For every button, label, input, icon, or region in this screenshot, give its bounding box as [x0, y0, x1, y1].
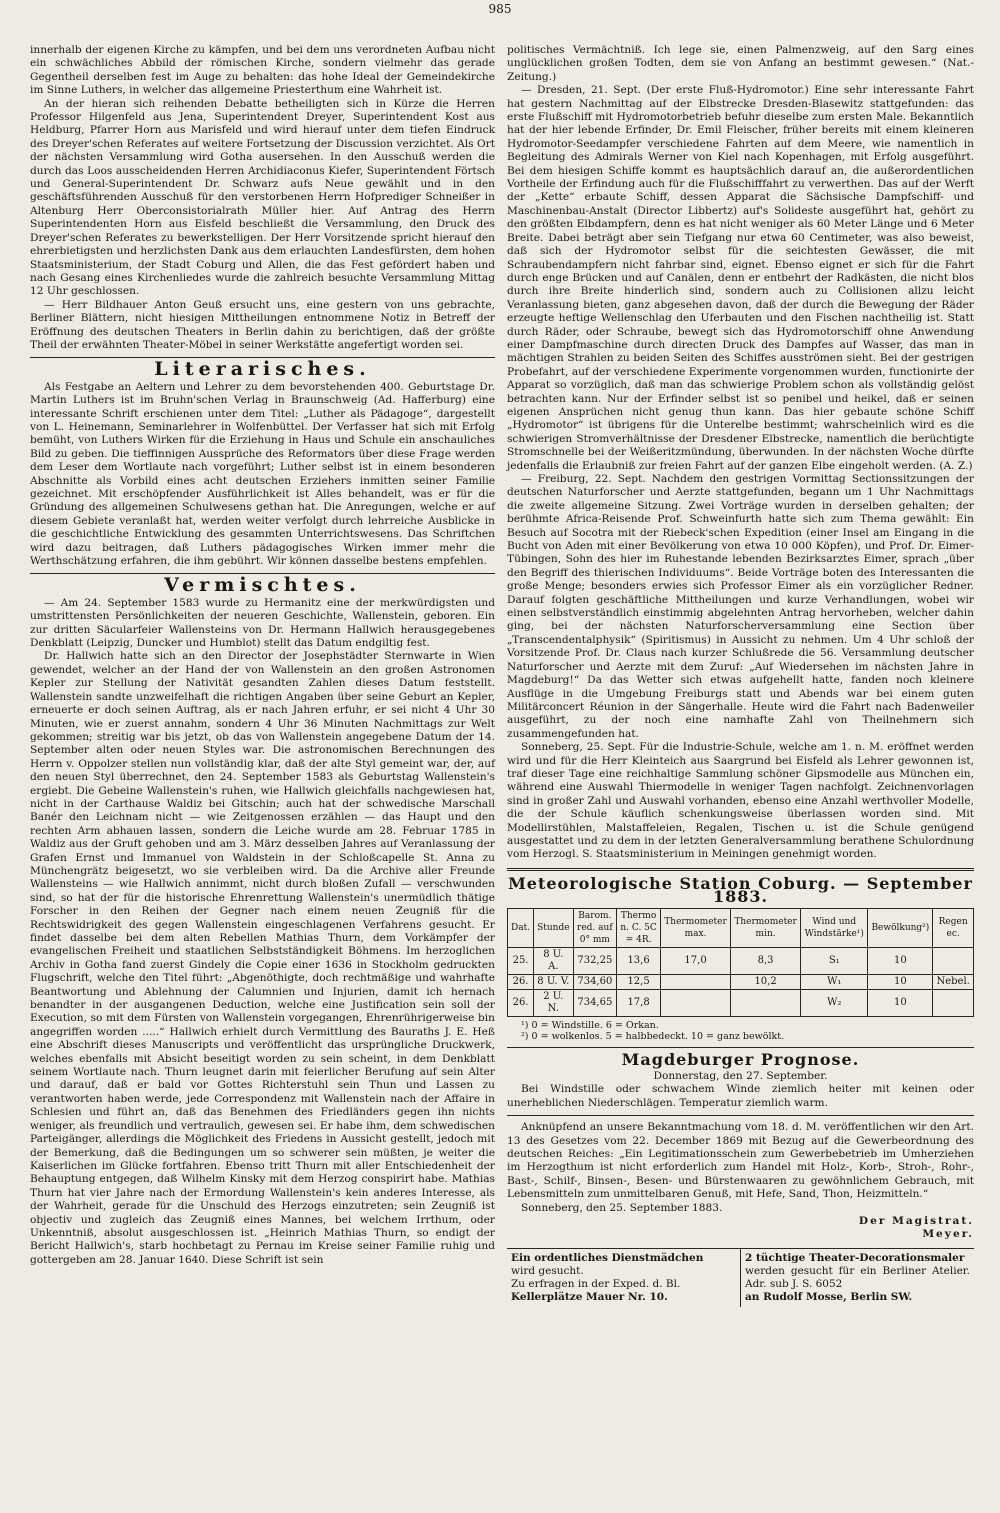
table-cell: 10: [868, 947, 933, 974]
table-cell: 734,60: [573, 974, 617, 989]
article-text: Sonneberg, 25. Sept. Für die Industrie-Schule, welche am 1. n. M. eröffnet werden wird und für die Herr Kleinteich aus Saargrund bei Eisfeld als Lehrer gewonnen ist, traf dieser Tage eine reichhaltige Sammlung schöner Gipsmodelle aus München ein, während eine Auswahl Thiermodelle in weniger Tagen nachfolgt. Zeichnenvorlagen sind in großer Zahl und Auswahl vorhanden, ebenso eine Anzahl werthvoller Modelle, die der Schule käuflich schenkungsweise überlassen worden sind. Mit Modellirstühlen, Malstaffeleien, Regalen, Tischen u. ist die Schule genügend ausgestattet und zu dem in der letzten Generalversammlung berathene Schulordnung vom Herzogl. S. Staatsministerium in Meiningen genehmigt worden.: [507, 741, 974, 861]
column-header: Wind und Windstärke¹): [801, 908, 868, 947]
article-text: — Dresden, 21. Sept. (Der erste Fluß-Hydromotor.) Eine sehr interessante Fahrt hat gestern Nachmittag auf der Elbstrecke Dresden-Blasewitz stattgefunden: das erste Flußschiff mit Hydromotorbetrieb befuhr dieselbe zum ersten Male. Bekanntlich hat der hier lebende Erfinder, Dr. Emil Fleischer, früher bereits mit einem kleineren Hydromotor-Seedampfer verschiedene Fahrten auf dem Meere, wie namentlich in Begleitung des Admirals Werner von Kiel nach Kopenhagen, mit Erfolg ausgeführt. Bei dem hiesigen Schiffe kommt es hauptsächlich darauf an, die außerordentlichen Vortheile der Erfindung auch für die Flußschifffahrt zu verwerthen. Das auf der Werft der „Kette“ erbaute Schiff, dessen Apparat die Sächsische Dampfschiff- und Maschinenbau-Anstalt (Director Libbertz) auf's Solideste ausgeführt hat, gehört zu den größten Elbdampfern, denn es hat nicht weniger als 60 Meter Länge und 6 Meter Breite. Dabei beträgt aber sein Tiefgang nur etwa 60 Centimeter, was also beweist, daß sich der Hydromotor selbst für die seichtesten Gewässer, die mit Schraubendampfern nicht fahrbar sind, eignet. Ebenso eignet er sich für die Fahrt durch enge Brücken und auf Canälen, denn er entbehrt der Radkästen, die nicht blos durch ihre Breite hinderlich sind, sondern auch zu Collisionen allzu leicht Veranlassung bieten, ganz abgesehen davon, daß der durch die Bewegung der Räder erzeugte heftige Wellenschlag den Uferbauten und den Fischen nachtheilig ist. Statt durch Räder, oder Schraube, bewegt sich das Hydromotorschiff ohne Anwendung einer Dampfmaschine durch directen Druck des Dampfes auf Wasser, das man in mächtigen Strahlen zu beiden Seiten des Schiffes ausströmen sieht. Bei der gestrigen Probefahrt, auf der verschiedene Experimente vorgenommen wurden, functionirte der Apparat so vorzüglich, daß man das schwierige Problem schon als vollständig gelöst betrachten kann. Nur der Erfinder selbst ist so penibel und heikel, daß er seinen eigenen Ansprüchen nicht genug thun kann. Das hier gebaute schöne Schiff „Hydromotor“ ist übrigens für die Unterelbe bestimmt; wahrscheinlich wird es die schwierigen Stromverhältnisse der Dresdener Elbstrecke, namentlich die berüchtigte Stromschnelle bei der Weißeritzmündung, überwunden. In der nächsten Woche dürfte jedenfalls die Erlaubniß zur freien Fahrt auf der ganzen Elbe eingeholt werden. (A. Z.): [507, 84, 974, 472]
table-cell: Nebel.: [933, 974, 974, 989]
ad-line: an Rudolf Mosse, Berlin SW.: [745, 1290, 913, 1303]
table-cell: 10,2: [731, 974, 801, 989]
divider: [507, 1115, 974, 1116]
column-header: Regen ec.: [933, 908, 974, 947]
table-cell: 13,6: [617, 947, 661, 974]
ad-dienstmaedchen: [507, 1249, 740, 1307]
ad-theater-maler: [740, 1249, 974, 1307]
table-cell: [731, 989, 801, 1016]
notice-name: Meyer.: [922, 1228, 974, 1241]
right-column: [507, 44, 974, 1307]
table-cell: 10: [868, 974, 933, 989]
table-header-row: [508, 908, 974, 947]
column-header: Thermo n. C. 5C = 4R.: [617, 908, 661, 947]
article-text: Als Festgabe an Aeltern und Lehrer zu dem bevorstehenden 400. Geburtstage Dr. Martin Luthers ist im Bruhn'schen Verlag in Braunschweig (Ad. Hafferburg) eine interessante Schrift erschienen unter dem Titel: „Luther als Pädagoge“, dargestellt von L. Heinemann, Seminarlehrer in Wolfenbüttel. Der Verfasser hat sich mit Erfolg bemüht, von Luthers Wirken für die Erziehung in Haus und Schule ein anschauliches Bild zu geben. Die tieffinnigen Aussprüche des Reformators über diese Frage werden dem Leser dem Wortlaute nach vorgeführt; Luther selbst ist in einem besonderen Abschnitte als Vorbild eines acht deutschen Erziehers inmitten seiner Familie gezeichnet. Mit erschöpfender Ausführlichkeit ist Alles behandelt, was er für die Gründung des allgemeinen Schulwesens gethan hat. Die Anregungen, welche er auf diesem Gebiete veranlaßt hat, werden weiter verfolgt durch lehrreiche Ausblicke in die geschichtliche Entwicklung des gesammten Unterrichtswesens. Das Schriftchen wird dazu beitragen, daß Luthers pädagogisches Wirken immer mehr die Werthschätzung erfahren, die ihm gebührt. Wir können dasselbe bestens empfehlen.: [30, 380, 495, 568]
table-cell: 734,65: [573, 989, 617, 1016]
table-cell: [933, 989, 974, 1016]
forecast-text: Bei Windstille oder schwachem Winde ziemlich heiter mit keinen oder unerheblichen Niederschlägen. Temperatur ziemlich warm.: [507, 1083, 974, 1109]
table-cell: 26.: [508, 974, 534, 989]
classified-ads: [507, 1248, 974, 1307]
ad-line: wird gesucht.: [511, 1264, 584, 1277]
table-row: [508, 947, 974, 974]
notice-signatory: Der Magistrat.: [858, 1215, 974, 1228]
table-footnote: ²) 0 = wolkenlos. 5 = halbbedeckt. 10 = ganz bewölkt.: [521, 1030, 785, 1042]
column-header: Barom. red. auf 0° mm: [573, 908, 617, 947]
public-notice: Anknüpfend an unsere Bekanntmachung vom 18. d. M. veröffentlichen wir den Art. 13 des Gesetzes vom 22. December 1869 mit Bezug auf die Gewerbeordnung des deutschen Reiches: „Ein Legitimationsschein zum Gewerbebetrieb im Umherziehen im Herzogthum ist nicht erforderlich zum Handel mit Holz-, Korb-, Stroh-, Rohr-, Bast-, Schilf-, Binsen-, Besen- und Bürstenwaaren zu gewöhnlichem Gebrauch, mit Lebensmitteln zum unmittelbaren Genuß, mit Hefe, Sand, Thon, Heizmitteln.“: [507, 1121, 974, 1201]
article-text: An der hieran sich reihenden Debatte betheiligten sich in Kürze die Herren Professor Hilgenfeld aus Jena, Superintendent Dreyer, Superintendent Kost aus Heldburg, Pfarrer Horn aus Marisfeld und wird hierauf unter dem tiefen Eindruck des Dreyer'schen Referates auf weitere Fortsetzung der Discussion verzichtet. Als Ort der nächsten Versammlung wird Gotha ausersehen. In den Ausschuß werden die durch das Loos ausscheidenden Herren Archidiaconus Kiefer, Superintendent Förtsch und General-Superintendent Dr. Schwarz aufs Neue gewählt und in den geschäftsführenden Ausschuß für den verstorbenen Herrn Hofprediger Schneißer in Altenburg Herr Oberconsistorialrath Müller hier. Auf Antrag des Herrn Superintendenten Horn aus Eisfeld beschließt die Versammlung, den Druck des Dreyer'schen Referates zu bewerkstelligen. Der Herr Vorsitzende spricht hierauf den ehrerbietigsten und herzlichsten Dank aus dem erlauchten Landesfürsten, dem hohen Staatsministerium, der Stadt Coburg und Allen, die das Fest gefördert haben und nach Gesang eines Kirchenliedes wurde die zahlreich besuchte Versammlung Mittag 12 Uhr geschlossen.: [30, 97, 495, 298]
column-header: Dat.: [508, 908, 534, 947]
table-footnote: ¹) 0 = Windstille. 6 = Orkan.: [521, 1019, 659, 1031]
forecast-date: Donnerstag, den 27. September.: [653, 1070, 828, 1082]
table-cell: [661, 974, 731, 989]
table-cell: 25.: [508, 947, 534, 974]
ad-line: 2 tüchtige Theater-Decorationsmaler: [745, 1251, 965, 1264]
table-cell: 17,0: [661, 947, 731, 974]
table-cell: 17,8: [617, 989, 661, 1016]
forecast-heading: Magdeburger Prognose.: [621, 1049, 860, 1069]
article-text: politisches Vermächtniß. Ich lege sie, einen Palmenzweig, auf den Sarg eines unglücklichen großen Todten, dem sie von Anfang an bestimmt gewesen.“ (Nat.-Zeitung.): [507, 44, 974, 83]
column-header: Stunde: [534, 908, 574, 947]
ad-line: Kellerplätze Mauer Nr. 10.: [511, 1290, 668, 1303]
article-text: Dr. Hallwich hatte sich an den Director der Josephstädter Sternwarte in Wien gewendet, welcher an der Hand der von Wallenstein an den großen Astronomen Kepler zur Stellung der Nativität gesandten Zahlen dieses Datum feststellt. Wallenstein sandte unzweifelhaft die richtigen Angaben über seine Geburt an Kepler, erneuerte er doch seinen Auftrag, als er nach Jahren erfuhr, er sei nicht 4 Uhr 30 Minuten, wie er zuerst annahm, sondern 4 Uhr 36 Minuten Nachmittags zur Welt gekommen; streitig war bis jetzt, ob das von Wallenstein angegebene Datum der 14. September alten oder neuen Styles war. Die astronomischen Berechnungen des Herrn v. Oppolzer stellen nun vollständig klar, daß der alte Styl gemeint war, der, auf den neuen Styl überrechnet, den 24. September 1583 als Geburtstag Wallenstein's ergiebt. Die Gebeine Wallenstein's ruhen, wie Hallwich gleichfalls nachgewiesen hat, nicht in der Carthause Waldiz bei Gitschin; auch hat der schwedische Marschall Banér den Leichnam nicht — wie Zeitgenossen erzählen — das Haupt und den rechten Arm abhauen lassen, sondern die Leiche wurde am 28. Februar 1785 in Waldiz aus der Gruft gehoben und am 3. März desselben Jahres auf Veranlassung der Grafen Ernst und Immanuel von Waldstein in der Schloßcapelle St. Anna zu Münchengrätz beigesetzt, wo sie verbleiben wird. Da die Archive aller Freunde Wallensteins — wie Hallwich annimmt, nicht durch bloßen Zufall — verschwunden sind, so hat der für die historische Ehrenrettung Wallenstein's unermüdlich thätige Forscher in den Reihen der Gegner nach einem neuen Zeugniß für die Rechtswidrigkeit des gegen Wallenstein eingeschlagenen Verfahrens gesucht. Er findet dasselbe bei dem alten Rebellen Mathias Thurn, dem Vorkämpfer der evangelischen Freiheit und staatlichen Selbstständigkeit Böhmens. Im herzoglichen Archiv in Gotha fand zuerst Gindely die Copie einer 1636 in Stockholm gedruckten Flugschrift, welche den Titel führt: „Abgenöthigte, doch rechtmäßige und wahrhafte Beantwortung und Ablehnung der Calumnien und Injurien, damit ich hernach benandter in der ausgangenen Deduction, welche eine Justification sein soll der Execution, so mit dem Fürsten von Wallenstein vorgegangen, Ehrenrührigerweise bin angegriffen worden .....“ Hallwich erhielt durch Vermittlung des Bauraths J. E. Heß eine Abschrift dieses Manuscripts und veröffentlicht das ursprüngliche Druckwerk, welches ebenfalls mit Absicht beseitigt worden zu sein scheint, in dem Denkblatt seinem Wortlaute nach. Thurn leugnet darin mit feierlicher Berufung auf sein Alter und darauf, daß er bald vor Gottes Richterstuhl sein Thun und Lassen zu verantworten haben werde, jede Correspondenz mit Wallenstein nach der Affaire in Schlesien und führt an, daß das Benehmen des Friedländers gegen ihn nichts weniger, als freundlich und vertraulich, gewesen sei. Er habe ihm, dem schwedischen Parteigänger, allerdings die Möglichkeit des Friedens in Aussicht gestellt, jedoch mit der Bemerkung, daß die Bedingungen um so schwerer sein müßten, je weiter die Kaiserlichen im Glücke fortfahren. Ebenso tritt Thurn mit aller Entschiedenheit der Behauptung entgegen, daß Wilhelm Kinsky mit dem Herzog conspirirt habe. Mathias Thurn hat vier Jahre nach der Ermordung Wallenstein's kein anderes Interesse, als der Wahrheit, gerade für die Unschuld des Herzogs einzutreten; sein Zeugniß ist objectiv und zugleich das Zeugniß eines Mannes, bei welchem Irrthum, oder Unkenntniß, absolut ausgeschlossen ist. „Heinrich Mathias Thurn, so endigt der Bericht Hallwich's, starb hochbetagt zu Pernau im Kreise seiner Familie ruhig und gottergeben am 28. Januar 1640. Diese Schrift ist sein: [30, 650, 495, 1266]
column-header: Bewölkung²): [868, 908, 933, 947]
table-cell: 732,25: [573, 947, 617, 974]
table-cell: [933, 947, 974, 974]
table-cell: 10: [868, 989, 933, 1016]
column-header: Thermometer max.: [661, 908, 731, 947]
article-text: innerhalb der eigenen Kirche zu kämpfen, und bei dem uns verordneten Aufbau nicht ein schwächliches Abbild der römischen Kirche, sondern vielmehr das gerade Gegentheil derselben fest im Auge zu behalten: das hohe Ideal der Gemeindekirche im Sinne Luthers, in welcher das allgemeine Priesterthum eine Wahrheit ist.: [30, 44, 495, 97]
section-heading-vermischtes: Vermischtes.: [164, 574, 361, 597]
section-heading-literarisches: Literarisches.: [154, 358, 371, 381]
ad-line: Ein ordentliches Dienstmädchen: [511, 1251, 704, 1264]
table-cell: [661, 989, 731, 1016]
table-cell: 8 U. V.: [534, 974, 574, 989]
table-cell: 26.: [508, 989, 534, 1016]
table-cell: 8,3: [731, 947, 801, 974]
article-text: — Herr Bildhauer Anton Geuß ersucht uns, eine gestern von uns gebrachte, Berliner Blättern, nicht hiesigen Mittheilungen entnommene Notiz in Betreff der Eröffnung des deutschen Theaters in Berlin dahin zu berichtigen, daß der größte Theil der erwähnten Theater-Möbel in seiner Werkstätte angefertigt worden sei.: [30, 298, 495, 351]
weather-station-heading: Meteorologische Station Coburg. — September 1883.: [508, 873, 973, 907]
weather-table: [507, 908, 974, 1017]
table-cell: 12,5: [617, 974, 661, 989]
divider: [507, 1047, 974, 1048]
divider: [507, 868, 974, 871]
ad-line: Zu erfragen in der Exped. d. Bl.: [511, 1277, 681, 1290]
left-column: [30, 44, 495, 1267]
table-cell: 8 U. A.: [534, 947, 574, 974]
table-cell: 2 U. N.: [534, 989, 574, 1016]
notice-date: Sonneberg, den 25. September 1883.: [521, 1201, 723, 1214]
table-cell: S₁: [801, 947, 868, 974]
table-row: [508, 989, 974, 1016]
page-number: 985: [488, 2, 512, 16]
column-header: Thermometer min.: [731, 908, 801, 947]
article-text: — Am 24. September 1583 wurde zu Hermanitz eine der merkwürdigsten und umstrittensten Persönlichkeiten der neueren Geschichte, Wallenstein, geboren. Ein zur dritten Säcularfeier Wallensteins von Dr. Hermann Hallwich herausgegebenes Denkblatt (Leipzig, Duncker und Humblot) stellt das Datum endgiltig fest.: [30, 596, 495, 650]
article-text: — Freiburg, 22. Sept. Nachdem den gestrigen Vormittag Sectionssitzungen der deutschen Naturforscher und Aerzte stattgefunden, begann um 1 Uhr Nachmittags die zweite allgemeine Sitzung. Zwei Vorträge wurden in derselben gehalten; der berühmte Africa-Reisende Prof. Schweinfurth hatte sich zum Thema gewählt: Ein Besuch auf Socotra mit der Riebeck'schen Expedition (einer Insel am Eingang in die Bucht von Aden mit einer Bevölkerung von etwa 10 000 Köpfen), und Prof. Dr. Eimer-Tübingen, Sohn des hier im Ruhestande lebenden Bezirksarztes Eimer, sprach „über den Begriff des thierischen Individuums“. Beide Vorträge boten des Interessanten die große Menge; besonders erwies sich Professor Eimer als ein vorzüglicher Redner. Darauf folgten geschäftliche Mittheilungen und kurze Verhandlungen, wobei wir einen selbstverständlich einstimmig abgelehnten Antrag hervorheben, welcher dahin ging, bei der nächsten Naturforscherversammlung eine Section über „Transcendentalphysik“ (Spiritismus) in Aussicht zu nehmen. Um 4 Uhr schloß der Vorsitzende Prof. Dr. Claus nach kurzer Schlußrede die 56. Versammlung deutscher Naturforscher und Aerzte mit dem Zuruf: „Auf Wiedersehen im nächsten Jahre in Magdeburg!“ Da das Wetter sich etwas aufgehellt hatte, fanden noch kleinere Ausflüge in die Umgebung Freiburgs statt und Abends war bei einem guten Militärconcert Réunion in der Sängerhalle. Heute wird die Fahrt nach Badenweiler ausgeführt, zu der noch eine namhafte Zahl von Theilnehmern sich zusammengefunden hat.: [507, 473, 974, 740]
table-cell: W₂: [801, 989, 868, 1016]
ad-line: werden gesucht für ein Berliner Atelier. Adr. sub J. S. 6052: [745, 1264, 970, 1290]
table-cell: W₁: [801, 974, 868, 989]
table-row: [508, 974, 974, 989]
